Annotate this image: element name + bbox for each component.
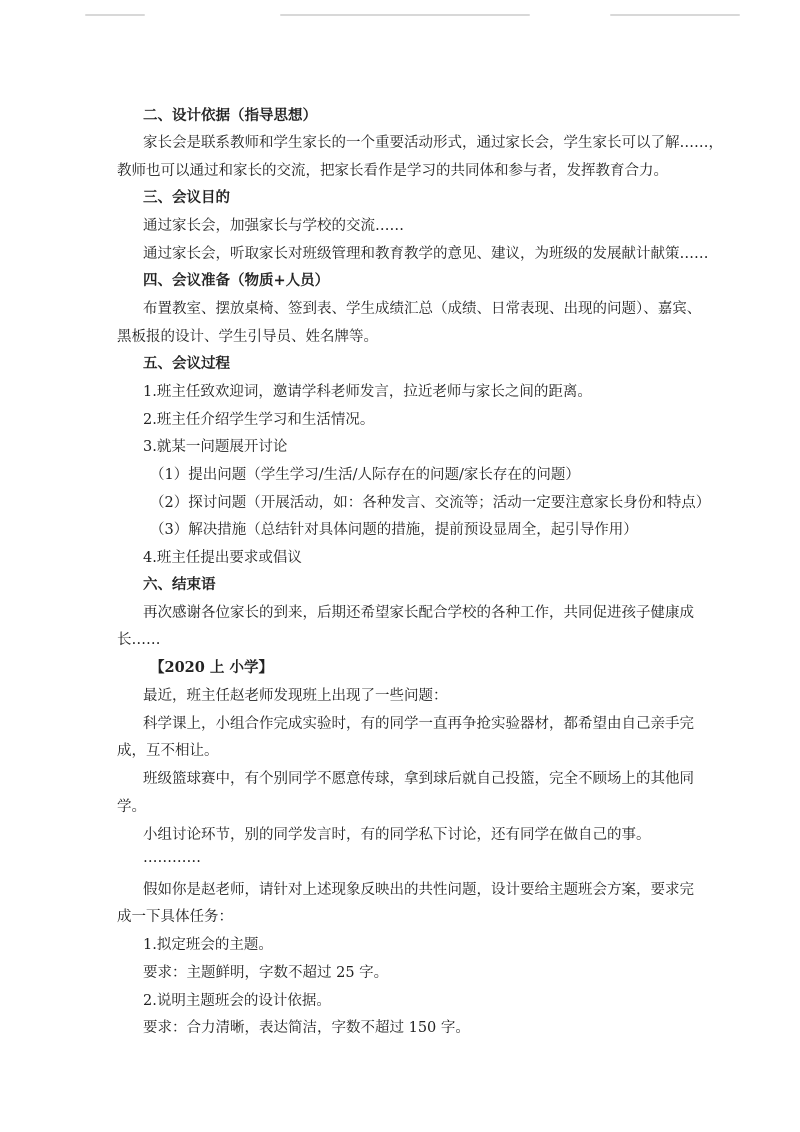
paragraph-line: 成，互不相让。 — [117, 743, 219, 759]
paragraph-line: 成一下具体任务： — [117, 909, 233, 925]
task-item: 1.拟定班会的主题。 — [143, 937, 273, 953]
paragraph-line: 小组讨论环节，别的同学发言时，有的同学私下讨论，还有同学在做自己的事。 — [143, 827, 651, 843]
sub-list-item: （1）提出问题（学生学习/生活/人际存在的问题/家长存在的问题） — [150, 467, 580, 483]
list-item: 2.班主任介绍学生学习和生活情况。 — [143, 412, 375, 428]
paragraph-line: 黑板报的设计、学生引导员、姓名牌等。 — [117, 329, 378, 345]
paragraph-line: 科学课上，小组合作完成实验时，有的同学一直再争抢实验器材，都希望由自己亲手完 — [143, 716, 694, 732]
list-item: 1.班主任致欢迎词，邀请学科老师发言，拉近老师与家长之间的距离。 — [143, 384, 592, 400]
sub-list-item: （2）探讨问题（开展活动，如：各种发言、交流等；活动一定要注意家长身份和特点） — [150, 495, 711, 511]
ellipsis-line: ………… — [143, 850, 201, 866]
section-heading-design-basis: 二、设计依据（指导思想） — [143, 107, 317, 124]
task-item: 2.说明主题班会的设计依据。 — [143, 993, 331, 1009]
section-heading-closing: 六、结束语 — [143, 576, 216, 593]
faded-page-header — [0, 14, 800, 28]
exam-source-heading: 【2020 上 小学】 — [150, 659, 273, 676]
section-heading-meeting-preparation: 四、会议准备（物质+人员） — [143, 272, 330, 289]
paragraph-line: 长…… — [117, 632, 161, 648]
paragraph-line: 学。 — [117, 799, 146, 815]
paragraph-line: 布置教室、摆放桌椅、签到表、学生成绩汇总（成绩、日常表现、出现的问题）、嘉宾、 — [143, 301, 702, 317]
paragraph-line: 教师也可以通过和家长的交流，把家长看作是学习的共同体和参与者，发挥教育合力。 — [117, 163, 668, 179]
paragraph-line: 最近，班主任赵老师发现班上出现了一些问题： — [143, 688, 448, 704]
section-heading-meeting-process: 五、会议过程 — [143, 355, 230, 372]
sub-list-item: （3）解决措施（总结针对具体问题的措施，提前预设显周全，起引导作用） — [150, 522, 638, 538]
paragraph-line: 假如你是赵老师，请针对上述现象反映出的共性问题，设计要给主题班会方案，要求完 — [143, 882, 694, 898]
paragraph-line: 家长会是联系教师和学生家长的一个重要活动形式，通过家长会，学生家长可以了解……， — [143, 135, 723, 151]
list-item: 3.就某一问题展开讨论 — [143, 439, 288, 455]
paragraph-line: 通过家长会，加强家长与学校的交流…… — [143, 218, 404, 234]
paragraph-line: 班级篮球赛中，有个别同学不愿意传球，拿到球后就自己投篮，完全不顾场上的其他同 — [143, 771, 694, 787]
list-item: 4.班主任提出要求或倡议 — [143, 550, 302, 566]
paragraph-line: 再次感谢各位家长的到来，后期还希望家长配合学校的各种工作，共同促进孩子健康成 — [143, 605, 694, 621]
paragraph-line: 通过家长会，听取家长对班级管理和教育教学的意见、建议，为班级的发展献计献策…… — [143, 246, 709, 262]
section-heading-meeting-purpose: 三、会议目的 — [143, 189, 230, 206]
task-requirement: 要求：合力清晰，表达简洁，字数不超过 150 字。 — [143, 1020, 470, 1036]
task-requirement: 要求：主题鲜明，字数不超过 25 字。 — [143, 965, 389, 981]
